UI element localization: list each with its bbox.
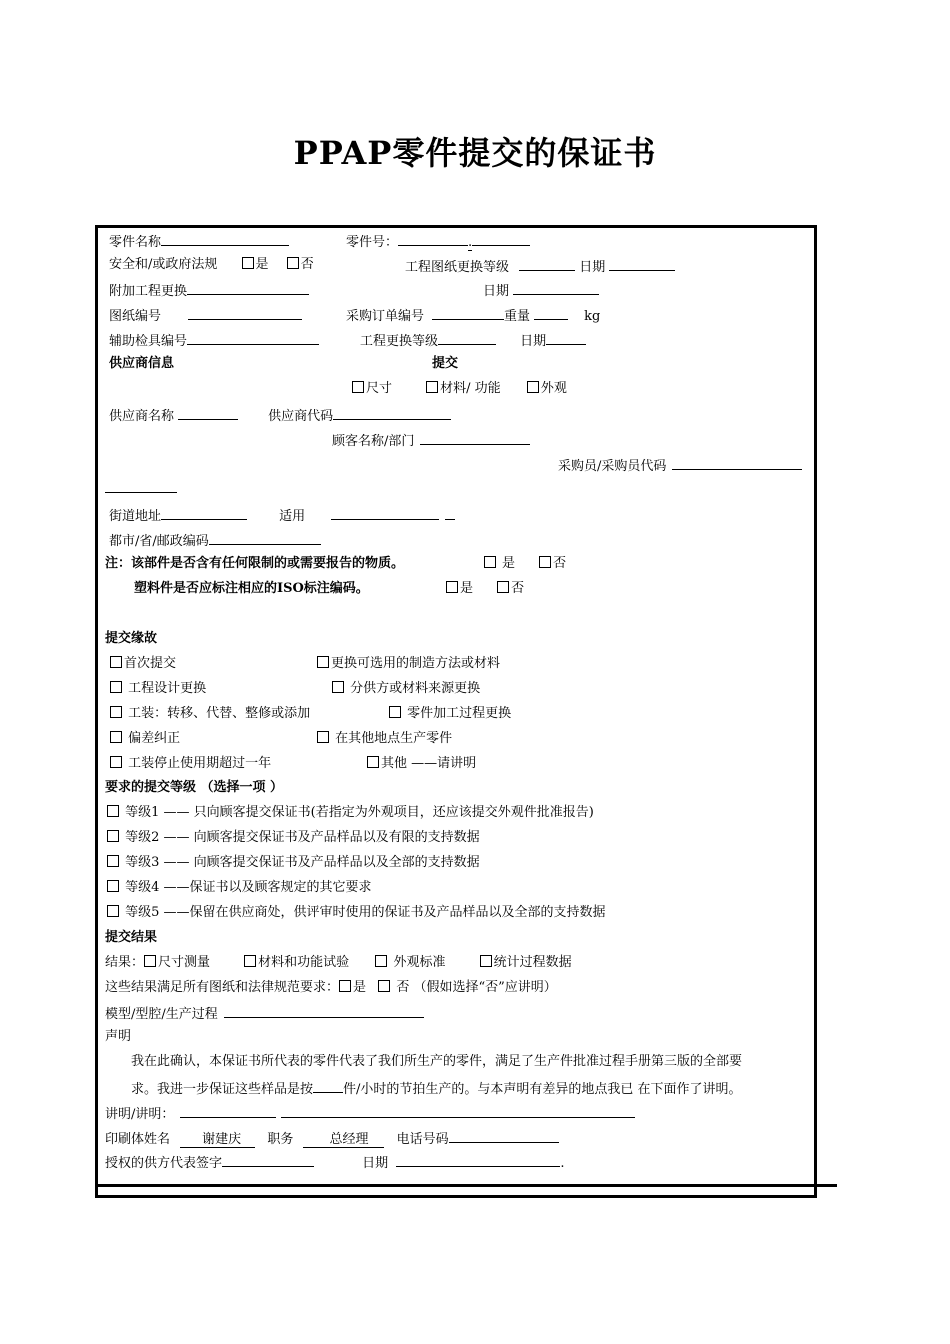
meet-yes-label: 是 — [353, 980, 367, 995]
material-label: 材料/ 功能 — [440, 381, 501, 396]
safety-no-checkbox[interactable] — [287, 257, 299, 269]
appearance-label: 外观 — [540, 381, 567, 396]
level-checkbox[interactable] — [107, 855, 119, 867]
iso-no-checkbox[interactable] — [497, 581, 509, 593]
applies-field-extra — [445, 505, 455, 520]
reason-label: 在其他地点生产零件 — [335, 731, 453, 746]
kg-unit: kg — [584, 309, 601, 324]
safety-row — [109, 256, 314, 274]
level-item[interactable] — [107, 879, 372, 897]
reason-checkbox[interactable] — [110, 731, 122, 743]
reason-checkbox[interactable] — [110, 656, 122, 668]
level-label: 等级3 —— 向顾客提交保证书及产品样品以及全部的支持数据 — [125, 855, 480, 870]
extra-change-row — [109, 280, 309, 301]
city-field[interactable] — [209, 530, 321, 545]
meet-no-note: （假如选择“否”应讲明） — [413, 980, 557, 995]
substance-yes-checkbox[interactable] — [484, 556, 496, 568]
substance-no-label: 否 — [553, 556, 567, 571]
meet-no-label: 否 — [396, 980, 410, 995]
weight-label: 重量 — [504, 309, 531, 324]
explain-label: 讲明/讲明： — [105, 1107, 175, 1122]
reason-item[interactable] — [389, 705, 511, 723]
po-field[interactable] — [432, 305, 504, 320]
reason-label: 工程设计更换 — [128, 681, 207, 696]
result-dim-checkbox[interactable] — [144, 955, 156, 967]
supplier-name-row — [109, 405, 451, 426]
result-dim-label: 尺寸测量 — [158, 955, 211, 970]
level-checkbox[interactable] — [107, 880, 119, 892]
phone-label: 电话号码 — [396, 1132, 449, 1147]
result-app-label: 外观标准 — [393, 955, 446, 970]
reason-label: 其他 ——请讲明 — [381, 756, 477, 771]
level-checkbox[interactable] — [107, 905, 119, 917]
signature-label: 授权的供方代表签字 — [105, 1156, 223, 1171]
safety-label: 安全和/或政府法规 — [109, 257, 218, 272]
customer-dept-label: 顾客名称/部门 — [332, 434, 415, 449]
drawing-date-field[interactable] — [609, 256, 675, 271]
part-no-row — [346, 231, 530, 252]
iso-yes-checkbox[interactable] — [446, 581, 458, 593]
level-label: 等级4 ——保证书以及顾客规定的其它要求 — [125, 880, 372, 895]
declaration-text-2a: 求。我进一步保证这些样品是按 — [131, 1082, 314, 1097]
part-no-field-a[interactable] — [398, 231, 468, 246]
eng-change-field[interactable] — [438, 330, 496, 345]
drawing-no-row — [109, 305, 302, 326]
rate-field[interactable] — [313, 1078, 343, 1093]
reason-label: 零件加工过程更换 — [407, 706, 512, 721]
print-name-value[interactable]: 谢建庆 — [180, 1132, 255, 1148]
safety-yes-checkbox[interactable] — [242, 257, 254, 269]
extra-change-field[interactable] — [187, 280, 309, 295]
reason-item[interactable] — [110, 680, 206, 698]
part-name-row — [109, 231, 289, 252]
reason-item[interactable] — [110, 655, 176, 673]
substance-no-checkbox[interactable] — [539, 556, 551, 568]
substance-yes-label: 是 — [502, 556, 516, 571]
level-item[interactable] — [107, 904, 606, 922]
result-app-checkbox[interactable] — [375, 955, 387, 967]
eng-change-row — [360, 330, 586, 351]
drawing-date-label: 日期 — [579, 260, 606, 275]
po-row — [346, 305, 600, 326]
applies-label: 适用 — [279, 509, 306, 524]
print-name-row — [105, 1128, 559, 1149]
street-row — [109, 505, 455, 526]
meet-label: 这些结果满足所有图纸和法律规范要求： — [105, 980, 340, 995]
extra-date-field[interactable] — [513, 280, 599, 295]
iso-yes-label: 是 — [460, 581, 474, 596]
supplier-name-label: 供应商名称 — [109, 409, 175, 424]
reason-label: 工装：转移、代替、整修或添加 — [128, 706, 311, 721]
drawing-no-label: 图纸编号 — [109, 309, 162, 324]
reason-checkbox[interactable] — [110, 681, 122, 693]
position-label: 职务 — [267, 1132, 294, 1147]
drawing-no-field[interactable] — [188, 305, 302, 320]
reason-label: 分供方或材料来源更换 — [350, 681, 481, 696]
signature-field[interactable] — [222, 1152, 314, 1167]
extra-change-label: 附加工程更换 — [109, 284, 188, 299]
submit-heading: 提交 — [432, 356, 459, 371]
reason-item[interactable] — [332, 680, 480, 698]
reason-checkbox[interactable] — [110, 756, 122, 768]
result-heading: 提交结果 — [105, 930, 158, 945]
dimension-label: 尺寸 — [366, 381, 393, 396]
iso-question-row — [134, 580, 369, 598]
mold-field[interactable] — [224, 1003, 424, 1018]
aux-gauge-label: 辅助检具编号 — [109, 334, 188, 349]
level-item[interactable] — [107, 854, 480, 872]
explain-row — [105, 1103, 635, 1124]
signature-date-end: . — [560, 1156, 565, 1171]
eng-date-label: 日期 — [520, 334, 547, 349]
street-field[interactable] — [161, 505, 247, 520]
reason-checkbox[interactable] — [317, 731, 329, 743]
po-label: 采购订单编号 — [346, 309, 425, 324]
page-title: PPAP零件提交的保证书 — [293, 134, 657, 172]
level-label: 等级2 —— 向顾客提交保证书及产品样品以及有限的支持数据 — [125, 830, 480, 845]
weight-field[interactable] — [534, 305, 568, 320]
level-label: 等级1 —— 只向顾客提交保证书(若指定为外观项目，还应该提交外观件批准报告) — [125, 805, 594, 820]
drawing-change-row — [405, 256, 675, 277]
meet-row — [105, 979, 557, 997]
reason-heading: 提交缘故 — [105, 631, 158, 646]
aux-gauge-field[interactable] — [187, 330, 319, 345]
extra-date-row — [483, 280, 599, 301]
result-mat-label: 材料和功能试验 — [258, 955, 350, 970]
declaration-text-2 — [131, 1078, 742, 1099]
reason-item[interactable] — [317, 730, 452, 748]
reason-label: 工装停止使用期超过一年 — [128, 756, 272, 771]
substance-question: 注：该部件是否含有任何限制的或需要报告的物质。 — [105, 556, 405, 571]
iso-no-label: 否 — [511, 581, 525, 596]
level-heading: 要求的提交等级 （选择一项 ） — [105, 780, 284, 795]
explain-field-a[interactable] — [180, 1103, 276, 1118]
iso-answer-row — [446, 580, 524, 598]
buyer-code-continuation — [105, 492, 177, 493]
applies-field[interactable] — [331, 505, 439, 520]
mold-row — [105, 1003, 424, 1024]
declaration-text-1: 我在此确认，本保证书所代表的零件代表了我们所生产的零件，满足了生产件批准过程手册第三版的全部要 — [131, 1054, 743, 1069]
substance-answer-row — [484, 555, 566, 573]
drawing-change-label: 工程图纸更换等级 — [405, 260, 510, 275]
drawing-change-field[interactable] — [519, 256, 575, 271]
city-row — [109, 530, 321, 551]
level-checkbox[interactable] — [107, 805, 119, 817]
buyer-code-field[interactable] — [672, 455, 802, 470]
level-checkbox[interactable] — [107, 830, 119, 842]
meet-no-checkbox[interactable] — [378, 980, 390, 992]
part-name-field[interactable] — [161, 231, 289, 246]
reason-label: 首次提交 — [124, 656, 177, 671]
city-label: 都市/省/邮政编码 — [109, 534, 209, 549]
reason-item[interactable] — [110, 730, 180, 748]
extra-date-label: 日期 — [483, 284, 510, 299]
supplier-code-label: 供应商代码 — [268, 409, 334, 424]
part-no-label: 零件号： — [346, 235, 399, 250]
result-label: 结果： — [105, 955, 145, 970]
supplier-name-field[interactable] — [178, 405, 238, 420]
part-no-field-b[interactable] — [472, 231, 530, 246]
supplier-heading: 供应商信息 — [109, 356, 175, 371]
level-item[interactable] — [107, 829, 480, 847]
reason-item[interactable] — [367, 755, 476, 773]
phone-field[interactable] — [449, 1128, 559, 1143]
dimension-checkbox[interactable] — [352, 381, 364, 393]
level-label: 等级5 ——保留在供应商处，供评审时使用的保证书及产品样品以及全部的支持数据 — [125, 905, 606, 920]
print-name-label: 印刷体姓名 — [105, 1132, 171, 1147]
meet-yes-checkbox[interactable] — [339, 980, 351, 992]
reason-label: 偏差纠正 — [128, 731, 181, 746]
eng-change-label: 工程更换等级 — [360, 334, 439, 349]
safety-no-label: 否 — [300, 257, 314, 272]
appearance-checkbox[interactable] — [527, 381, 539, 393]
level-item[interactable] — [107, 804, 594, 822]
reason-item[interactable] — [110, 705, 310, 723]
reason-checkbox[interactable] — [367, 756, 379, 768]
signature-date-label: 日期 — [362, 1156, 389, 1171]
buyer-code-label: 采购员/采购员代码 — [558, 459, 667, 474]
iso-question: 塑料件是否应标注相应的ISO标注编码。 — [134, 581, 369, 596]
part-no-sep: . — [468, 235, 473, 250]
reason-item[interactable] — [317, 655, 500, 673]
declaration-heading: 声明 — [105, 1029, 132, 1044]
safety-yes-label: 是 — [255, 257, 269, 272]
reason-label: 更换可选用的制造方法或材料 — [331, 656, 501, 671]
result-spc-checkbox[interactable] — [480, 955, 492, 967]
signature-date-field[interactable] — [396, 1152, 560, 1167]
eng-date-field[interactable] — [546, 330, 586, 345]
buyer-code-row — [558, 455, 802, 476]
customer-dept-row — [332, 430, 530, 451]
reason-checkbox[interactable] — [110, 706, 122, 718]
declaration-text-2b: 件/小时的节拍生产的。与本声明有差异的地点我已 在下面作了讲明。 — [343, 1082, 742, 1097]
street-label: 街道地址 — [109, 509, 162, 524]
reason-item[interactable] — [110, 755, 271, 773]
material-checkbox[interactable] — [426, 381, 438, 393]
substance-question-row — [105, 555, 404, 573]
customer-dept-field[interactable] — [420, 430, 530, 445]
part-name-label: 零件名称 — [109, 235, 162, 250]
supplier-code-field[interactable] — [333, 405, 451, 420]
reason-checkbox[interactable] — [332, 681, 344, 693]
result-row — [105, 954, 572, 972]
reason-checkbox[interactable] — [317, 656, 329, 668]
aux-gauge-row — [109, 330, 319, 351]
mold-label: 模型/型腔/生产过程 — [105, 1007, 218, 1022]
reason-checkbox[interactable] — [389, 706, 401, 718]
result-spc-label: 统计过程数据 — [493, 955, 572, 970]
position-value[interactable]: 总经理 — [303, 1132, 384, 1148]
bottom-rule — [95, 1184, 837, 1187]
submit-options-row — [352, 380, 567, 398]
result-mat-checkbox[interactable] — [244, 955, 256, 967]
signature-row — [105, 1152, 564, 1173]
explain-field-b[interactable] — [281, 1103, 635, 1118]
